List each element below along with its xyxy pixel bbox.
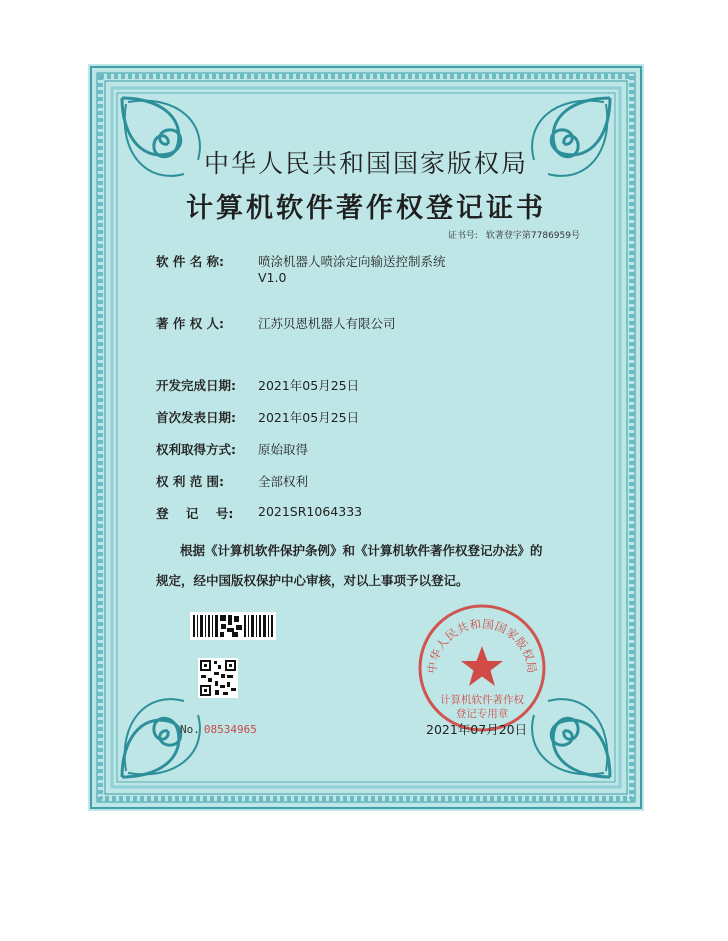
- barcode: [190, 612, 276, 640]
- serial-number: [180, 723, 257, 736]
- qr-code: [198, 658, 238, 698]
- field-label: 著 作 权 人:: [156, 316, 225, 331]
- certificate-number-label: 证书号:: [447, 231, 478, 241]
- field-acquire-method: [156, 440, 308, 458]
- certificate-number-value: 软著登字第7786959号: [485, 231, 580, 241]
- field-pub-date: [156, 408, 359, 426]
- field-label: 开发完成日期:: [156, 378, 236, 393]
- field-value: 江苏贝恩机器人有限公司: [258, 316, 396, 331]
- official-seal: [416, 602, 548, 734]
- certificate: [88, 64, 644, 811]
- field-software-name: [156, 252, 446, 285]
- field-value: 全部权利: [258, 474, 309, 489]
- statement-line-1: 根据《计算机软件保护条例》和《计算机软件著作权登记办法》的: [180, 543, 543, 558]
- field-dev-date: [156, 376, 359, 394]
- field-value: 2021年05月25日: [258, 378, 360, 393]
- issuer-title: 中华人民共和国国家版权局: [203, 149, 528, 178]
- software-name-version: V1.0: [258, 270, 287, 285]
- field-label: 软 件 名 称:: [156, 254, 225, 269]
- seal-star-icon: [461, 646, 503, 686]
- seal-outer-text: 中华人民共和国国家版权局: [424, 616, 540, 675]
- field-scope: [156, 472, 308, 490]
- software-name-line1: 喷涂机器人喷涂定向输送控制系统: [258, 254, 446, 269]
- seal-inner-line-2: 登记专用章: [455, 708, 509, 720]
- field-value: 2021SR1064333: [258, 504, 363, 519]
- serial-label: No.: [180, 723, 200, 736]
- certificate-title: 计算机软件著作权登记证书: [186, 193, 546, 224]
- certificate-number: [440, 228, 580, 241]
- field-owner: [156, 314, 396, 332]
- field-registration-number: [156, 504, 362, 522]
- field-value: [258, 252, 446, 285]
- field-value: 原始取得: [258, 442, 309, 457]
- field-label: 登 记 号:: [156, 506, 234, 521]
- field-label: 权利取得方式:: [156, 442, 236, 457]
- seal-inner-line-1: 计算机软件著作权: [440, 694, 524, 706]
- serial-value: 08534965: [203, 723, 257, 736]
- field-label: 首次发表日期:: [156, 410, 236, 425]
- field-value: 2021年05月25日: [258, 410, 360, 425]
- field-label: 权 利 范 围:: [156, 474, 225, 489]
- statement-line-2: 规定，经中国版权保护中心审核，对以上事项予以登记。: [156, 573, 469, 588]
- registration-statement: [156, 536, 584, 596]
- corner-ornament-bottom-left: [122, 699, 200, 777]
- issue-date: 2021年07月20日: [426, 722, 528, 737]
